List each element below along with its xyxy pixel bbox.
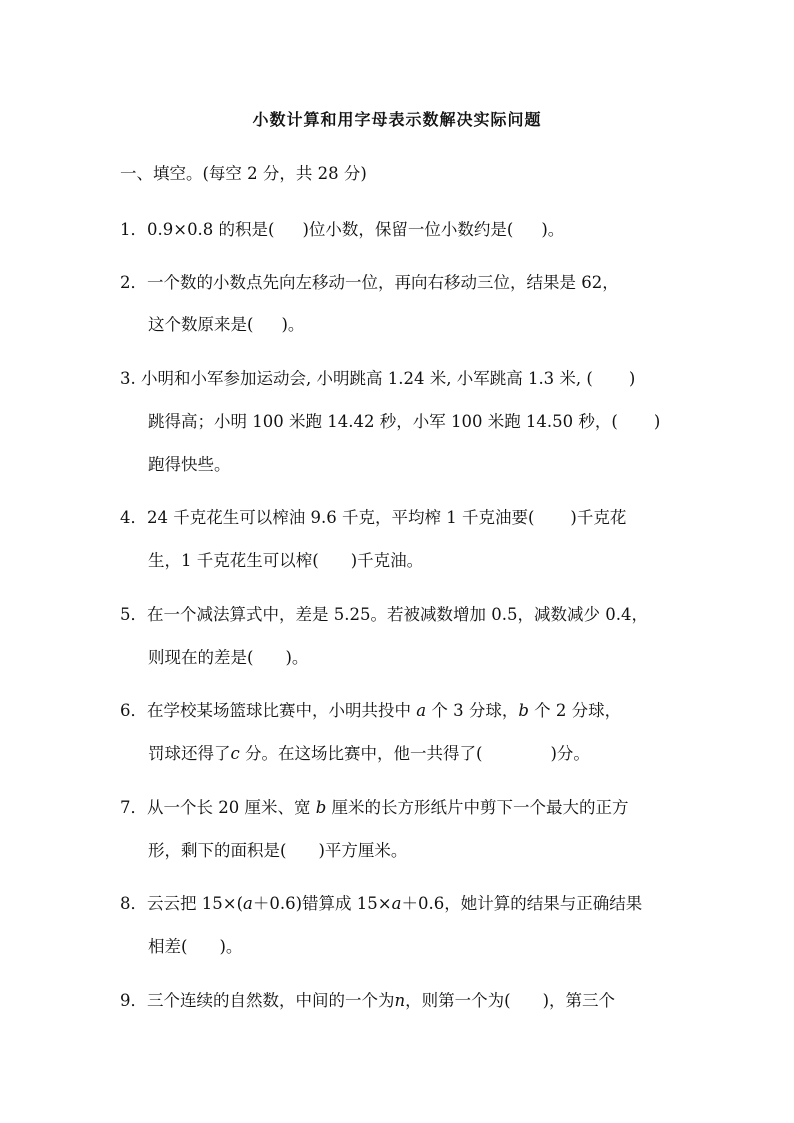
q1-text-3: )。 [541,220,565,239]
q6-var-a: a [416,701,427,720]
q7-text-4: )平方厘米。 [318,841,408,860]
q4-text-3: 生，1 千克花生可以榨( [148,551,319,570]
q9-text-2: ，则第一个为( [405,991,511,1010]
q5-text-1: 则现在的差是( [148,648,254,667]
q6-text-6: )分。 [550,744,590,763]
question-6-line-2 [148,743,590,765]
q6-text-2: 个 3 分球， [431,701,519,720]
q8-text-5: )。 [219,937,243,956]
q8-text-3: ＋0.6，她计算的结果与正确结果 [401,894,643,913]
question-5-line-2 [148,647,308,669]
q6-var-b: b [518,701,529,720]
q7-var-b: b [315,798,327,817]
question-2-line-2 [148,314,304,336]
q7-text-1: 7．从一个长 20 厘米、宽 [120,798,311,817]
question-4-line-1 [120,507,626,529]
q6-text-3: 个 2 分球， [534,701,622,720]
q1-text-1: 1．0.9×0.8 的积是( [120,220,275,239]
question-7-line-1 [120,797,629,819]
q8-text-4: 相差( [148,937,188,956]
q3-text-1: 3. 小明和小军参加运动会, 小明跳高 1.24 米, 小军跳高 1.3 米, ( [120,369,593,388]
question-3-line-3: 跑得快些。 [148,455,231,474]
question-4-line-2 [148,550,423,572]
q5-text-2: )。 [285,648,309,667]
q6-var-c: c [230,744,240,763]
q7-text-3: 形，剩下的面积是( [148,841,287,860]
section-heading: 一、填空。(每空 2 分，共 28 分) [120,164,367,183]
question-9-line-1 [120,990,615,1012]
q3-text-3: 跳得高；小明 100 米跑 14.42 秒，小军 100 米跑 14.50 秒，( [148,412,618,431]
q6-text-4: 罚球还得了 [148,744,231,763]
q9-var-n: n [394,991,406,1010]
question-3-line-2 [148,411,660,433]
q3-text-4: ) [653,412,661,431]
question-8-line-1 [120,893,642,915]
q8-var-a: a [243,894,253,913]
q7-text-2: 厘米的长方形纸片中剪下一个最大的正方 [331,798,629,817]
q4-text-4: )千克油。 [350,551,424,570]
question-3-line-1 [120,368,635,390]
question-7-line-2 [148,840,407,862]
q9-text-3: )，第三个 [542,991,616,1010]
q4-text-2: )千克花 [570,508,627,527]
question-8-line-2 [148,936,242,958]
question-2-line-1: 2．一个数的小数点先向左移动一位，再向右移动三位，结果是 62， [120,273,619,292]
q8-var-a-2: a [391,894,402,913]
q3-text-2: ) [628,369,636,388]
q8-text-1: 8．云云把 15×( [120,894,244,913]
q1-text-2: )位小数，保留一位小数约是( [302,220,514,239]
page-title: 小数计算和用字母表示数解决实际问题 [252,110,542,129]
q8-text-2: ＋0.6)错算成 15× [252,894,392,913]
q2-text-1: 这个数原来是( [148,315,254,334]
q4-text-1: 4．24 千克花生可以榨油 9.6 千克，平均榨 1 千克油要( [120,508,535,527]
q6-text-5: 分。在这场比赛中，他一共得了( [245,744,483,763]
q9-text-1: 9．三个连续的自然数，中间的一个为 [120,991,395,1010]
q2-text-2: )。 [281,315,305,334]
question-5-line-1: 5．在一个减法算式中，差是 5.25。若被减数增加 0.5，减数减少 0.4， [120,605,648,624]
question-6-line-1 [120,700,621,722]
q6-text-1: 6．在学校某场篮球比赛中，小明共投中 [120,701,411,720]
question-1 [120,219,564,241]
